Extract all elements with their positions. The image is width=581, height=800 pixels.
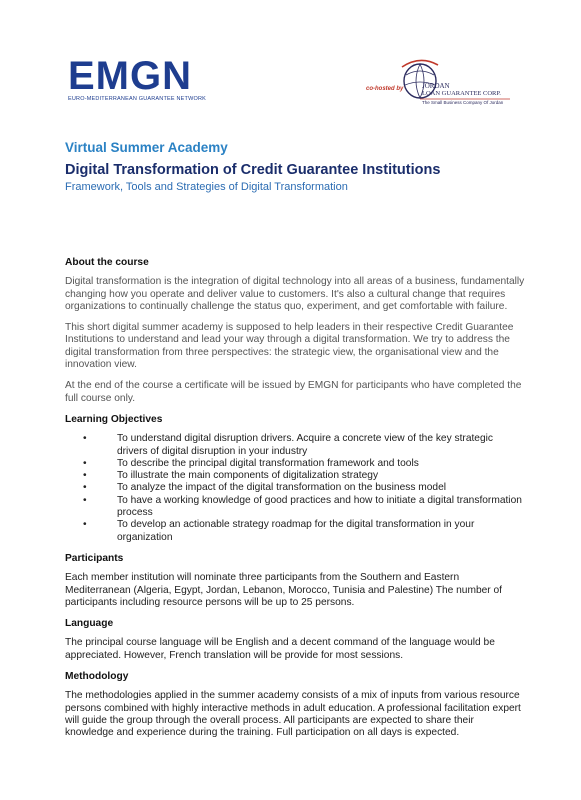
participants-paragraph: Each member institution will nominate three participants from the Southern and Eastern Mediterranean (Algeria, Egypt, Jordan, Lebanon, Morocco, Tunisia and Palestine) The number of participants including resource persons will be up to 25 persons. bbox=[65, 572, 502, 608]
list-item: • To describe the principal digital transformation framework and tools bbox=[83, 457, 419, 469]
language-section bbox=[65, 618, 525, 662]
emgn-subtitle: EURO-MEDITERRANEAN GUARANTEE NETWORK bbox=[68, 96, 206, 102]
list-item: • To illustrate the main components of digitalization strategy bbox=[83, 470, 379, 482]
list-item: • To develop an actionable strategy roadmap for the digital transformation in your organization bbox=[83, 519, 475, 543]
methodology-section bbox=[65, 671, 525, 739]
jlgc-name-line2: LOAN GUARANTEE CORP. bbox=[422, 90, 501, 97]
emgn-logo bbox=[68, 56, 213, 106]
bullet-icon: • bbox=[83, 494, 87, 506]
cohosted-label: co-hosted by bbox=[366, 86, 404, 92]
about-paragraph: Digital transformation is the integration of digital technology into all areas of a business, fundamentally changing how you operate and deliver value to customers. It's also a cultural change that requires organizations to continually challenge the status quo, experiment, and get comfortable with failure. bbox=[65, 276, 525, 312]
bullet-icon: • bbox=[83, 457, 87, 469]
participants-heading: Participants bbox=[65, 552, 124, 564]
about-paragraph: At the end of the course a certificate will be issued by EMGN for participants who have completed the full course only. bbox=[65, 380, 522, 404]
globe-icon bbox=[400, 55, 512, 117]
about-section bbox=[65, 257, 525, 405]
document-body bbox=[65, 257, 525, 749]
jlgc-logo bbox=[400, 55, 512, 117]
about-paragraph: This short digital summer academy is supposed to help leaders in their respective Credit Guarantee Institutions to understand and lead your way through a digital transformation. We try to address the digital transformation from three perspectives: the strategic view, the organisational view and the innovation view. bbox=[65, 322, 514, 371]
academy-title: Virtual Summer Academy bbox=[65, 140, 228, 155]
jlgc-name-line1: JORDAN bbox=[422, 82, 450, 90]
jlgc-tagline: The Small Business Company Of Jordan bbox=[422, 100, 504, 105]
list-item: • To analyze the impact of the digital transformation on the business model bbox=[83, 482, 447, 494]
methodology-heading: Methodology bbox=[65, 671, 129, 683]
about-heading: About the course bbox=[65, 257, 149, 268]
participants-section bbox=[65, 553, 525, 609]
bullet-icon: • bbox=[83, 433, 87, 445]
objectives-list bbox=[65, 433, 525, 544]
page-title: Digital Transformation of Credit Guarantee Institutions bbox=[65, 162, 441, 178]
objectives-heading: Learning Objectives bbox=[65, 413, 163, 425]
language-paragraph: The principal course language will be English and a decent command of the language would be appreciated. However, French translation will be provide for most sessions. bbox=[65, 637, 495, 661]
page-subtitle: Framework, Tools and Strategies of Digital Transformation bbox=[65, 181, 348, 193]
list-item: • To understand digital disruption drivers. Acquire a concrete view of the key strategic drivers of digital disruption in your industry bbox=[83, 433, 494, 457]
bullet-icon: • bbox=[83, 470, 87, 482]
list-item: • To have a working knowledge of good practices and how to initiate a digital transformation process bbox=[83, 494, 522, 519]
emgn-wordmark: EMGN bbox=[68, 54, 192, 98]
bullet-icon: • bbox=[83, 519, 87, 531]
methodology-paragraph: The methodologies applied in the summer academy consists of a mix of inputs from various resource persons combined with highly interactive methods in adult education. A professional facilitation expert will guide the group through the overall process. All participants are expected to share their knowledge and experience during the training. Full participation on all days is expected. bbox=[65, 690, 521, 739]
language-heading: Language bbox=[65, 618, 114, 630]
bullet-icon: • bbox=[83, 482, 87, 494]
objectives-section bbox=[65, 414, 525, 544]
